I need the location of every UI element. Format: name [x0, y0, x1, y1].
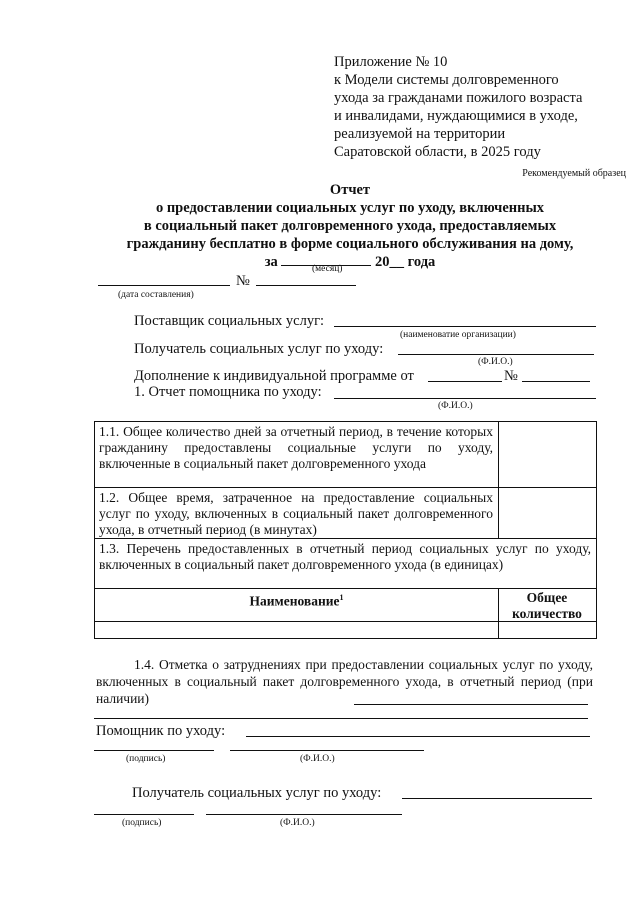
recommended-sample: Рекомендуемый образец: [522, 168, 626, 179]
appendix-line: и инвалидами, нуждающимися в уходе,: [334, 108, 578, 124]
recipient-signature-field[interactable]: [94, 814, 194, 815]
assistant-sign-label: Помощник по уходу:: [96, 723, 226, 739]
month-caption: (месяц): [312, 264, 343, 274]
difficulties-field-2[interactable]: [94, 718, 588, 719]
table-row-2-value[interactable]: [499, 488, 595, 537]
column-name-header: [95, 590, 498, 610]
assistant-fio-field[interactable]: [334, 398, 596, 399]
addendum-date-field[interactable]: [428, 381, 502, 382]
recipient-sign-label: Получатель социальных услуг по уходу:: [132, 785, 382, 801]
table-row-1-value[interactable]: [499, 422, 595, 486]
appendix-block: [334, 53, 624, 161]
provider-caption: (наименоватие организации): [400, 330, 516, 340]
appendix-line: Приложение № 10: [334, 54, 448, 70]
assistant-report-label: 1. Отчет помощника по уходу:: [134, 384, 322, 400]
addendum-number-field[interactable]: [522, 381, 590, 382]
addendum-label: Дополнение к индивидуальной программе от: [134, 368, 414, 384]
title-line: о предоставлении социальных услуг по уходу, включенных: [155, 200, 545, 216]
assistant-name-line[interactable]: [246, 736, 590, 737]
appendix-line: реализуемой на территории: [334, 126, 506, 142]
period-line: [70, 253, 630, 271]
addendum-number-sign: №: [504, 368, 518, 384]
period-year: 20__ года: [375, 254, 436, 270]
table-row-3: 1.3. Перечень предоставленных в отчетный период социальных услуг по уходу, включенных в социальный пакет долговременного ухода (в единицах): [99, 541, 591, 572]
report-title: [70, 181, 630, 271]
recipient-name-line[interactable]: [402, 798, 592, 799]
appendix-line: Саратовской области, в 2025 году: [334, 144, 541, 160]
date-caption: (дата составления): [118, 290, 194, 300]
recipient-caption: (Ф.И.О.): [478, 357, 513, 367]
column-name-label: Наименование: [249, 593, 340, 609]
table-row-2: 1.2. Общее время, затраченное на предоставление социальных услуг по уходу, включенных в социальный пакет долговременного ухода, в отчетный период (в минутах): [99, 490, 493, 537]
footnote-marker: 1: [339, 593, 344, 602]
column-qty-header: Общее количество: [512, 590, 582, 621]
recipient-label: Получатель социальных услуг по уходу:: [134, 341, 384, 357]
title-line: гражданину бесплатно в форме социального обслуживания на дому,: [126, 236, 574, 252]
recipient-fio-sign-caption: (Ф.И.О.): [280, 818, 315, 828]
recipient-signature-caption: (подпись): [122, 818, 162, 828]
provider-label: Поставщик социальных услуг:: [134, 313, 325, 329]
date-field[interactable]: [98, 285, 230, 286]
assistant-signature-field[interactable]: [94, 750, 214, 751]
difficulties-field[interactable]: [354, 704, 588, 705]
service-name-cell[interactable]: [95, 622, 498, 637]
assistant-fio-sign-field[interactable]: [230, 750, 424, 751]
appendix-line: ухода за гражданами пожилого возраста: [334, 90, 583, 106]
difficulties-label: 1.4. Отметка о затруднениях при предоставлении социальных услуг по уходу, включенных в социальный пакет долговременного ухода, в отчетный период (при наличии): [96, 657, 593, 706]
assistant-signature-caption: (подпись): [126, 754, 166, 764]
period-prefix: за: [264, 254, 278, 270]
recipient-field[interactable]: [398, 354, 594, 355]
number-field[interactable]: [256, 285, 356, 286]
service-qty-cell[interactable]: [499, 622, 595, 637]
title-line: в социальный пакет долговременного ухода, предоставляемых: [143, 218, 557, 234]
number-sign: №: [236, 273, 250, 289]
recipient-fio-sign-field[interactable]: [206, 814, 402, 815]
provider-field[interactable]: [334, 326, 596, 327]
assistant-fio-caption: (Ф.И.О.): [438, 401, 473, 411]
report-heading: Отчет: [329, 182, 371, 198]
assistant-fio-sign-caption: (Ф.И.О.): [300, 754, 335, 764]
appendix-line: к Модели системы долговременного: [334, 72, 559, 88]
difficulties-text: [96, 656, 593, 707]
table-row-1: 1.1. Общее количество дней за отчетный период, в течение которых гражданину предоставлены социальные услуги по уходу, включенные в социальный пакет долговременного ухода: [99, 424, 493, 471]
